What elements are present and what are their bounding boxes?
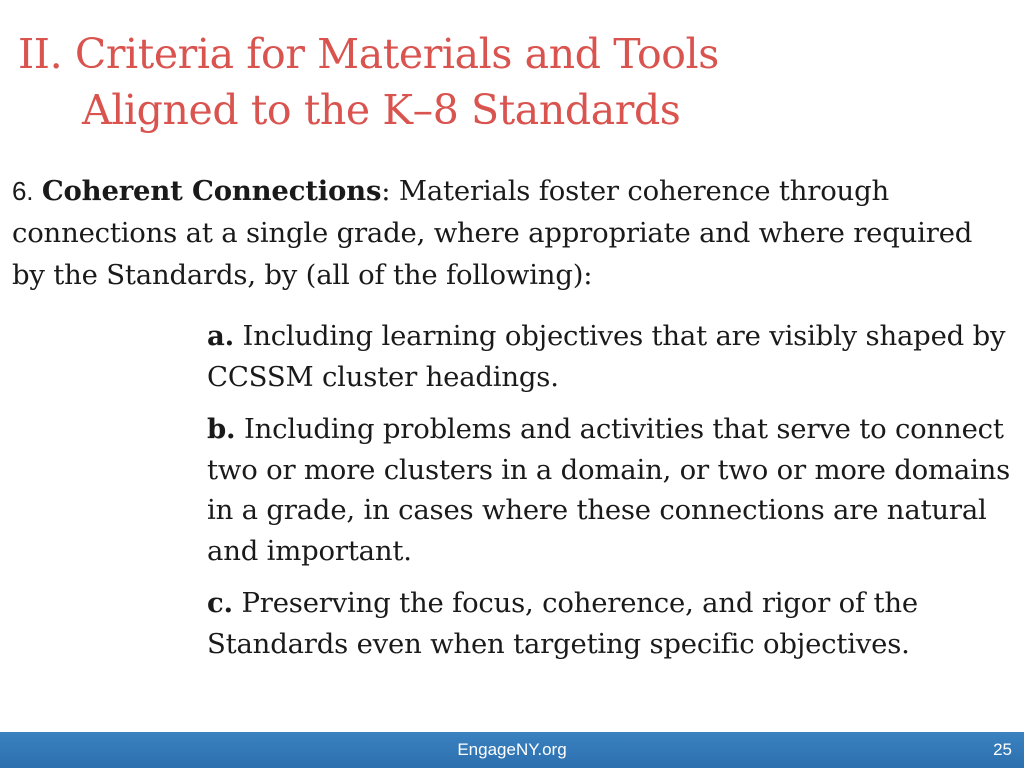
item-text: Including problems and activities that serve to connect two or more clusters in a domain, or two or more domains in a grade, in cases where these connections are natural and important. bbox=[207, 413, 1011, 567]
page-number: 25 bbox=[993, 740, 1012, 759]
footer-site: EngageNY.org bbox=[457, 740, 567, 759]
item-letter: b. bbox=[207, 413, 236, 445]
criterion-intro bbox=[12, 170, 1012, 296]
criterion-number: 6. bbox=[12, 176, 34, 206]
item-text: Preserving the focus, coherence, and rigor of the Standards even when targeting specific objectives. bbox=[207, 587, 918, 660]
criterion-term: Coherent Connections bbox=[41, 175, 382, 207]
item-letter: a. bbox=[207, 320, 234, 352]
item-text: Including learning objectives that are visibly shaped by CCSSM cluster headings. bbox=[207, 320, 1006, 393]
title-line-2: Aligned to the K–8 Standards bbox=[82, 86, 681, 134]
criterion-colon: : bbox=[381, 175, 391, 207]
criterion-item-b bbox=[207, 409, 1017, 571]
footer-bar bbox=[0, 732, 1024, 768]
criterion-item-a bbox=[207, 316, 1017, 397]
title-line-1: II. Criteria for Materials and Tools bbox=[18, 30, 719, 78]
criterion-items bbox=[207, 316, 1017, 676]
criterion-item-c bbox=[207, 583, 1017, 664]
item-letter: c. bbox=[207, 587, 233, 619]
criterion-text: Materials foster coherence through connections at a single grade, where appropriate and where required by the Standards, by (all of the following): bbox=[12, 175, 973, 291]
